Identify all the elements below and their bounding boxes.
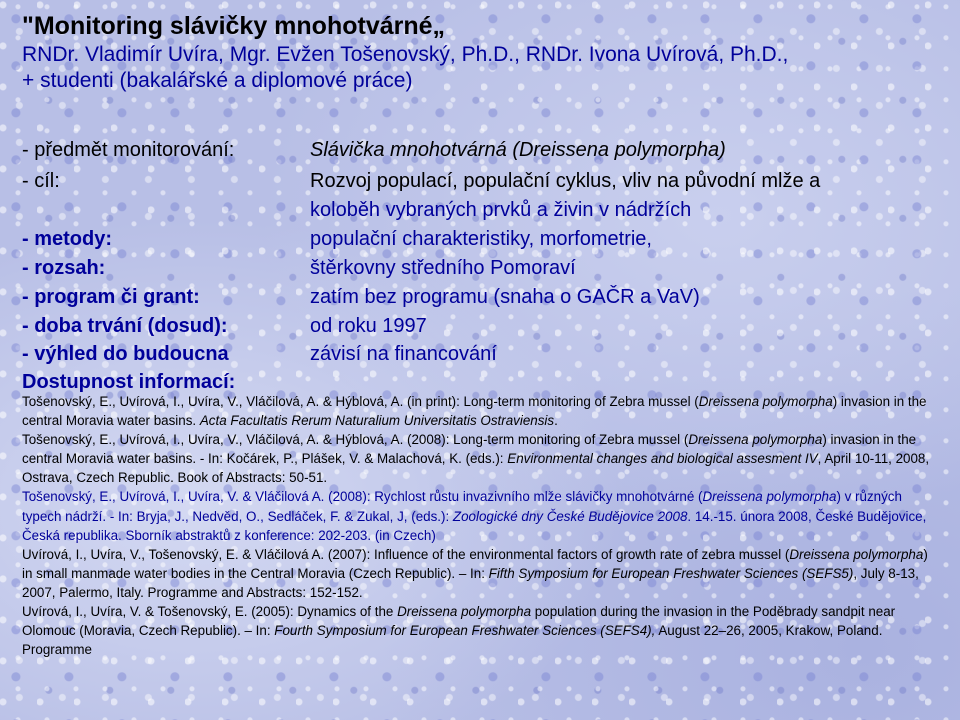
field-value: štěrkovny středního Pomoraví [310,257,576,279]
field-value: zatím bez programu (snaha o GAČR a VaV) [310,286,700,308]
references-list [22,392,938,659]
field-value: Slávička mnohotvárná (Dreissena polymorpha) [310,139,726,161]
authors-line: RNDr. Vladimír Uvíra, Mgr. Evžen Tošenovský, Ph.D., RNDr. Ivona Uvírová, Ph.D., [22,43,789,66]
authors-block [22,42,788,94]
field-value: koloběh vybraných prvků a živin v nádržích [310,199,692,221]
field-label: - rozsah: [22,257,106,279]
reference-item: Tošenovský, E., Uvírová, I., Uvíra, V. & Vláčilová A. (2008): Rychlost růstu invazivního mlže slávičky mnohotvárné (Dreissena polymorpha) v různých typech nádrží. - In: Bryja, J., Nedvěd, O., Sedláček, F. & Zukal, J, (eds.): Zoologické dny České Budějovice 2008. 14.-15. února 2008, České Budějovice, Česká republika. Sborník abstraktů z konference: 202-203. (in Czech) [22,489,927,543]
field-label: - metody: [22,228,112,250]
reference-item: Tošenovský, E., Uvírová, I., Uvíra, V., Vláčilová, A. & Hýblová, A. (2008): Long-term monitoring of Zebra mussel (Dreissena polymorpha) invasion in the central Moravia water basins. - In: Kočárek, P., Plášek, V. & Malachová, K. (eds.): Environmental changes and biological assesment IV, April 10-11, 2008, Ostrava, Czech Republic. Book of Abstracts: 50-51. [22,432,930,486]
field-label: - předmět monitorování: [22,139,235,161]
reference-item: Tošenovský, E., Uvírová, I., Uvíra, V., Vláčilová, A. & Hýblová, A. (in print): Long-term monitoring of Zebra mussel (Dreissena polymorpha) invasion in the central Moravia water basins. Acta Facultatis Rerum Naturalium Universitatis Ostraviensis. [22,394,927,429]
slide-title: "Monitoring slávičky mnohotvárné„ [22,12,446,40]
field-value: od roku 1997 [310,315,427,337]
field-label: - program či grant: [22,286,200,308]
field-value: závisí na financování [310,343,497,365]
info-heading: Dostupnost informací: [22,371,236,393]
field-label: - výhled do budoucna [22,343,229,365]
field-label: - doba trvání (dosud): [22,315,228,337]
field-label: - cíl: [22,170,60,192]
field-value: populační charakteristiky, morfometrie, [310,228,652,250]
reference-item: Uvírová, I., Uvíra, V., Tošenovský, E. & Vláčilová A. (2007): Influence of the environmental factors of growth rate of zebra mussel (Dreissena polymorpha) in small manmade water bodies in the Central Moravia (Czech Republic). – In: Fifth Symposium for European Freshwater Sciences (SEFS5), July 8-13, 2007, Palermo, Italy. Programme and Abstracts: 152-152. [22,546,928,600]
field-value: Rozvoj populací, populační cyklus, vliv na původní mlže a [310,170,821,192]
reference-item: Uvírová, I., Uvíra, V. & Tošenovský, E. (2005): Dynamics of the Dreissena polymorpha population during the invasion in the Poděbrady sandpit near Olomouc (Moravia, Czech Republic). – In: Fourth Symposium for European Freshwater Sciences (SEFS4), August 22–26, 2005, Krakow, Poland. Programme [22,604,896,658]
students-line: + studenti (bakalářské a diplomové práce) [22,69,413,92]
